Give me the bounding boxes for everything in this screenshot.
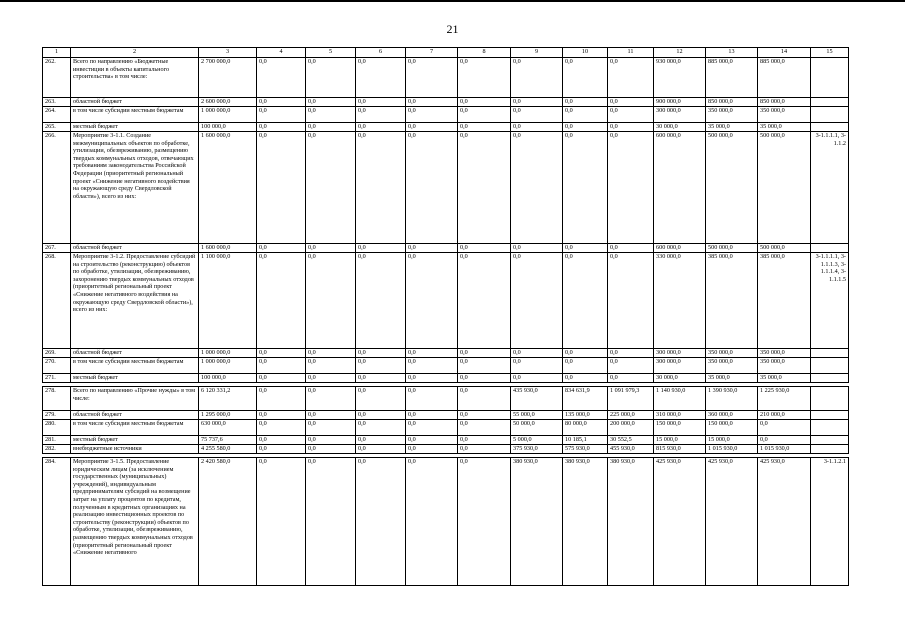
target-codes (811, 244, 849, 253)
value-cell: 35 000,0 (706, 123, 758, 132)
value-cell: 0,0 (406, 458, 458, 586)
value-cell: 350 000,0 (706, 107, 758, 123)
column-header: 12 (654, 48, 706, 58)
value-cell: 385 000,0 (706, 253, 758, 349)
row-number: 284. (43, 458, 71, 586)
value-cell: 0,0 (608, 98, 654, 107)
row-name: областной бюджет (71, 98, 199, 107)
row-name: в том числе субсидии местным бюджетам (71, 358, 199, 374)
value-cell: 0,0 (306, 244, 356, 253)
table-row (43, 358, 849, 374)
value-cell: 425 930,0 (706, 458, 758, 586)
value-cell: 0,0 (511, 58, 563, 98)
value-cell: 300 000,0 (654, 358, 706, 374)
value-cell: 0,0 (406, 349, 458, 358)
value-cell: 630 000,0 (199, 420, 257, 436)
target-codes (811, 420, 849, 436)
value-cell: 0,0 (511, 244, 563, 253)
value-cell: 0,0 (458, 411, 511, 420)
value-cell: 600 000,0 (654, 132, 706, 244)
row-number: 262. (43, 58, 71, 98)
column-header: 14 (758, 48, 811, 58)
value-cell: 75 737,6 (199, 436, 257, 445)
value-cell: 1 000 000,0 (199, 358, 257, 374)
value-cell: 0,0 (458, 132, 511, 244)
value-cell: 0,0 (511, 349, 563, 358)
value-cell: 0,0 (608, 107, 654, 123)
value-cell: 1 015 930,0 (706, 445, 758, 454)
value-cell: 330 000,0 (654, 253, 706, 349)
value-cell: 100 000,0 (199, 374, 257, 383)
value-cell: 0,0 (356, 107, 406, 123)
value-cell: 385 000,0 (758, 253, 811, 349)
value-cell: 200 000,0 (608, 420, 654, 436)
value-cell: 0,0 (406, 436, 458, 445)
column-header: 1 (43, 48, 71, 58)
column-header: 10 (563, 48, 608, 58)
target-codes: 3-1.1.1.1, 3-1.1.2 (811, 132, 849, 244)
value-cell: 600 000,0 (654, 244, 706, 253)
value-cell: 0,0 (511, 123, 563, 132)
value-cell: 0,0 (458, 107, 511, 123)
value-cell: 0,0 (356, 411, 406, 420)
column-header: 5 (306, 48, 356, 58)
value-cell: 35 000,0 (758, 374, 811, 383)
row-number: 266. (43, 132, 71, 244)
value-cell: 0,0 (257, 458, 306, 586)
row-number: 265. (43, 123, 71, 132)
value-cell: 500 000,0 (706, 244, 758, 253)
value-cell: 210 000,0 (758, 411, 811, 420)
row-name: местный бюджет (71, 374, 199, 383)
row-name: областной бюджет (71, 244, 199, 253)
table-row (43, 445, 849, 454)
value-cell: 0,0 (356, 244, 406, 253)
value-cell: 500 000,0 (758, 132, 811, 244)
value-cell: 310 000,0 (654, 411, 706, 420)
row-number: 282. (43, 445, 71, 454)
value-cell: 0,0 (608, 58, 654, 98)
value-cell: 375 930,0 (511, 445, 563, 454)
value-cell: 0,0 (257, 107, 306, 123)
value-cell: 2 700 000,0 (199, 58, 257, 98)
value-cell: 80 000,0 (563, 420, 608, 436)
target-codes (811, 58, 849, 98)
table-row (43, 244, 849, 253)
row-number: 269. (43, 349, 71, 358)
value-cell: 380 930,0 (511, 458, 563, 586)
value-cell: 0,0 (257, 436, 306, 445)
table-row (43, 107, 849, 123)
value-cell: 225 000,0 (608, 411, 654, 420)
row-number: 271. (43, 374, 71, 383)
value-cell: 0,0 (306, 374, 356, 383)
row-name: Всего по направлению «Бюджетные инвестиции в объекты капитального строительства» в том числе: (71, 58, 199, 98)
value-cell: 350 000,0 (706, 349, 758, 358)
value-cell: 0,0 (356, 58, 406, 98)
value-cell: 850 000,0 (706, 98, 758, 107)
value-cell: 0,0 (406, 132, 458, 244)
row-number: 281. (43, 436, 71, 445)
row-number: 278. (43, 387, 71, 411)
value-cell: 0,0 (563, 132, 608, 244)
value-cell: 0,0 (257, 411, 306, 420)
value-cell: 0,0 (406, 411, 458, 420)
value-cell: 0,0 (511, 253, 563, 349)
value-cell: 0,0 (406, 58, 458, 98)
value-cell: 0,0 (306, 387, 356, 411)
value-cell: 0,0 (608, 253, 654, 349)
value-cell: 425 930,0 (758, 458, 811, 586)
value-cell: 0,0 (608, 123, 654, 132)
table-row (43, 253, 849, 349)
value-cell: 0,0 (458, 387, 511, 411)
value-cell: 0,0 (458, 58, 511, 98)
value-cell: 0,0 (563, 253, 608, 349)
row-name: Мероприятие 3-1.5. Предоставление юридическим лицам (за исключением государственных (муниципальных) учреждений), индивидуальным предпринимателям субсидий на возмещение затрат на уплату процентов по кредитам, полученным в кредитных организациях на реализацию инвестиционных проектов по строительству (реконструкции) объектов по обработке, утилизации, обезвреживанию, размещению твердых коммунальных отходов (приоритетный региональный проект «Снижение негативного (71, 458, 199, 586)
value-cell: 0,0 (306, 436, 356, 445)
row-number: 264. (43, 107, 71, 123)
column-header: 6 (356, 48, 406, 58)
row-name: областной бюджет (71, 349, 199, 358)
value-cell: 0,0 (458, 253, 511, 349)
value-cell: 1 091 979,3 (608, 387, 654, 411)
value-cell: 885 000,0 (758, 58, 811, 98)
value-cell: 150 000,0 (654, 420, 706, 436)
value-cell: 0,0 (406, 374, 458, 383)
row-name: местный бюджет (71, 123, 199, 132)
value-cell: 0,0 (608, 244, 654, 253)
value-cell: 0,0 (406, 107, 458, 123)
value-cell: 0,0 (406, 253, 458, 349)
value-cell: 0,0 (257, 420, 306, 436)
column-header: 2 (71, 48, 199, 58)
page-number: 21 (446, 22, 459, 36)
target-codes (811, 107, 849, 123)
value-cell: 0,0 (306, 253, 356, 349)
value-cell: 0,0 (306, 420, 356, 436)
target-codes (811, 98, 849, 107)
column-header: 13 (706, 48, 758, 58)
value-cell: 30 000,0 (654, 123, 706, 132)
value-cell: 455 930,0 (608, 445, 654, 454)
value-cell: 0,0 (608, 132, 654, 244)
value-cell: 0,0 (608, 358, 654, 374)
value-cell: 380 930,0 (563, 458, 608, 586)
value-cell: 0,0 (406, 123, 458, 132)
value-cell: 0,0 (356, 98, 406, 107)
value-cell: 0,0 (511, 98, 563, 107)
value-cell: 150 000,0 (706, 420, 758, 436)
value-cell: 0,0 (511, 132, 563, 244)
value-cell: 0,0 (563, 123, 608, 132)
value-cell: 0,0 (356, 358, 406, 374)
row-number: 267. (43, 244, 71, 253)
table-body (43, 58, 849, 586)
value-cell: 0,0 (257, 387, 306, 411)
row-number: 263. (43, 98, 71, 107)
value-cell: 0,0 (257, 253, 306, 349)
value-cell: 435 930,0 (511, 387, 563, 411)
value-cell: 0,0 (406, 420, 458, 436)
value-cell: 0,0 (306, 132, 356, 244)
column-header: 8 (458, 48, 511, 58)
value-cell: 0,0 (306, 445, 356, 454)
value-cell: 850 000,0 (758, 98, 811, 107)
value-cell: 35 000,0 (706, 374, 758, 383)
value-cell: 1 000 000,0 (199, 107, 257, 123)
value-cell: 500 000,0 (758, 244, 811, 253)
value-cell: 0,0 (563, 374, 608, 383)
value-cell: 1 140 930,0 (654, 387, 706, 411)
row-name: внебюджетные источники (71, 445, 199, 454)
value-cell: 1 015 930,0 (758, 445, 811, 454)
row-name: Мероприятие 3-1.1. Создание межмуниципальных объектов по обработке, утилизации, обезвреживанию, размещению твердых коммунальных отходов, отвечающих требованиям законодательства Российской Федерации (приоритетный региональный проект «Снижение негативного воздействия на окружающую среду Свердловской области»), всего из них: (71, 132, 199, 244)
value-cell: 0,0 (356, 445, 406, 454)
value-cell: 0,0 (608, 349, 654, 358)
value-cell: 0,0 (306, 358, 356, 374)
value-cell: 885 000,0 (706, 58, 758, 98)
budget-table (42, 47, 849, 586)
value-cell: 834 631,9 (563, 387, 608, 411)
target-codes (811, 411, 849, 420)
value-cell: 0,0 (257, 349, 306, 358)
value-cell: 0,0 (406, 387, 458, 411)
value-cell: 0,0 (458, 436, 511, 445)
value-cell: 30 552,5 (608, 436, 654, 445)
value-cell: 0,0 (306, 411, 356, 420)
value-cell: 1 225 930,0 (758, 387, 811, 411)
target-codes (811, 349, 849, 358)
row-name: в том числе субсидии местным бюджетам (71, 420, 199, 436)
table-row (43, 123, 849, 132)
target-codes (811, 445, 849, 454)
value-cell: 15 000,0 (706, 436, 758, 445)
table-row (43, 387, 849, 411)
value-cell: 100 000,0 (199, 123, 257, 132)
column-header: 9 (511, 48, 563, 58)
table-row (43, 374, 849, 383)
value-cell: 425 930,0 (654, 458, 706, 586)
value-cell: 0,0 (257, 244, 306, 253)
value-cell: 135 000,0 (563, 411, 608, 420)
column-header: 7 (406, 48, 458, 58)
value-cell: 575 930,0 (563, 445, 608, 454)
value-cell: 0,0 (406, 98, 458, 107)
value-cell: 360 000,0 (706, 411, 758, 420)
value-cell: 0,0 (257, 374, 306, 383)
table-row (43, 458, 849, 586)
table-row (43, 411, 849, 420)
value-cell: 0,0 (356, 123, 406, 132)
table-row (43, 132, 849, 244)
row-name: Мероприятие 3-1.2. Предоставление субсидий на строительство (реконструкцию) объектов по обработке, утилизации, обезвреживанию, захоронению твердых коммунальных отходов (приоритетный региональный проект «Снижение негативного воздействия на окружающую среду Свердловской области»), всего из них: (71, 253, 199, 349)
value-cell: 1 600 000,0 (199, 244, 257, 253)
target-codes (811, 123, 849, 132)
table-row (43, 436, 849, 445)
value-cell: 0,0 (257, 123, 306, 132)
value-cell: 0,0 (458, 358, 511, 374)
row-name: областной бюджет (71, 411, 199, 420)
value-cell: 0,0 (458, 374, 511, 383)
value-cell: 0,0 (511, 358, 563, 374)
value-cell: 1 295 000,0 (199, 411, 257, 420)
column-header: 11 (608, 48, 654, 58)
column-header: 3 (199, 48, 257, 58)
value-cell: 1 390 930,0 (706, 387, 758, 411)
value-cell: 0,0 (306, 107, 356, 123)
value-cell: 55 000,0 (511, 411, 563, 420)
row-number: 279. (43, 411, 71, 420)
row-name: в том числе субсидии местным бюджетам (71, 107, 199, 123)
value-cell: 0,0 (458, 244, 511, 253)
value-cell: 0,0 (306, 98, 356, 107)
table-row (43, 58, 849, 98)
value-cell: 350 000,0 (758, 358, 811, 374)
value-cell: 500 000,0 (706, 132, 758, 244)
row-number: 280. (43, 420, 71, 436)
value-cell: 1 600 000,0 (199, 132, 257, 244)
value-cell: 0,0 (563, 107, 608, 123)
value-cell: 0,0 (356, 132, 406, 244)
value-cell: 300 000,0 (654, 349, 706, 358)
value-cell: 0,0 (257, 132, 306, 244)
value-cell: 0,0 (563, 358, 608, 374)
value-cell: 2 420 580,0 (199, 458, 257, 586)
value-cell: 0,0 (563, 349, 608, 358)
value-cell: 0,0 (458, 123, 511, 132)
value-cell: 5 000,0 (511, 436, 563, 445)
scan-edge (0, 0, 905, 2)
table-header (43, 48, 849, 58)
value-cell: 0,0 (458, 98, 511, 107)
value-cell: 350 000,0 (706, 358, 758, 374)
value-cell: 0,0 (458, 458, 511, 586)
value-cell: 900 000,0 (654, 98, 706, 107)
row-name: Всего по направлению «Прочие нужды» в том числе: (71, 387, 199, 411)
value-cell: 0,0 (458, 445, 511, 454)
value-cell: 0,0 (356, 436, 406, 445)
value-cell: 1 000 000,0 (199, 349, 257, 358)
value-cell: 0,0 (406, 445, 458, 454)
value-cell: 0,0 (306, 123, 356, 132)
value-cell: 0,0 (356, 374, 406, 383)
value-cell: 0,0 (356, 253, 406, 349)
target-codes (811, 374, 849, 383)
value-cell: 30 000,0 (654, 374, 706, 383)
column-header: 15 (811, 48, 849, 58)
value-cell: 0,0 (608, 374, 654, 383)
value-cell: 0,0 (356, 458, 406, 586)
value-cell: 350 000,0 (758, 107, 811, 123)
target-codes (811, 358, 849, 374)
value-cell: 50 000,0 (511, 420, 563, 436)
table-row (43, 98, 849, 107)
value-cell: 0,0 (257, 98, 306, 107)
value-cell: 0,0 (406, 358, 458, 374)
value-cell: 0,0 (458, 349, 511, 358)
value-cell: 0,0 (563, 244, 608, 253)
value-cell: 0,0 (406, 244, 458, 253)
value-cell: 35 000,0 (758, 123, 811, 132)
value-cell: 0,0 (306, 58, 356, 98)
table-row (43, 349, 849, 358)
target-codes (811, 387, 849, 411)
target-codes (811, 436, 849, 445)
value-cell: 0,0 (511, 107, 563, 123)
value-cell: 0,0 (511, 374, 563, 383)
value-cell: 380 930,0 (608, 458, 654, 586)
value-cell: 300 000,0 (654, 107, 706, 123)
target-codes: 3-1.1.1.1, 3-1.1.1.3, 3-1.1.1.4, 3-1.1.1.5 (811, 253, 849, 349)
value-cell: 930 000,0 (654, 58, 706, 98)
value-cell: 0,0 (758, 420, 811, 436)
value-cell: 350 000,0 (758, 349, 811, 358)
value-cell: 1 100 000,0 (199, 253, 257, 349)
value-cell: 0,0 (758, 436, 811, 445)
value-cell: 0,0 (306, 349, 356, 358)
row-name: местный бюджет (71, 436, 199, 445)
target-codes: 3-1.1.2.1 (811, 458, 849, 586)
value-cell: 0,0 (356, 420, 406, 436)
column-header: 4 (257, 48, 306, 58)
value-cell: 0,0 (356, 349, 406, 358)
row-number: 268. (43, 253, 71, 349)
value-cell: 0,0 (356, 387, 406, 411)
value-cell: 0,0 (257, 358, 306, 374)
value-cell: 6 120 331,2 (199, 387, 257, 411)
value-cell: 0,0 (563, 58, 608, 98)
value-cell: 0,0 (458, 420, 511, 436)
value-cell: 4 255 580,0 (199, 445, 257, 454)
table-row (43, 420, 849, 436)
value-cell: 2 600 000,0 (199, 98, 257, 107)
value-cell: 0,0 (306, 458, 356, 586)
value-cell: 815 930,0 (654, 445, 706, 454)
value-cell: 0,0 (257, 58, 306, 98)
value-cell: 0,0 (563, 98, 608, 107)
value-cell: 15 000,0 (654, 436, 706, 445)
row-number: 270. (43, 358, 71, 374)
value-cell: 10 185,1 (563, 436, 608, 445)
value-cell: 0,0 (257, 445, 306, 454)
